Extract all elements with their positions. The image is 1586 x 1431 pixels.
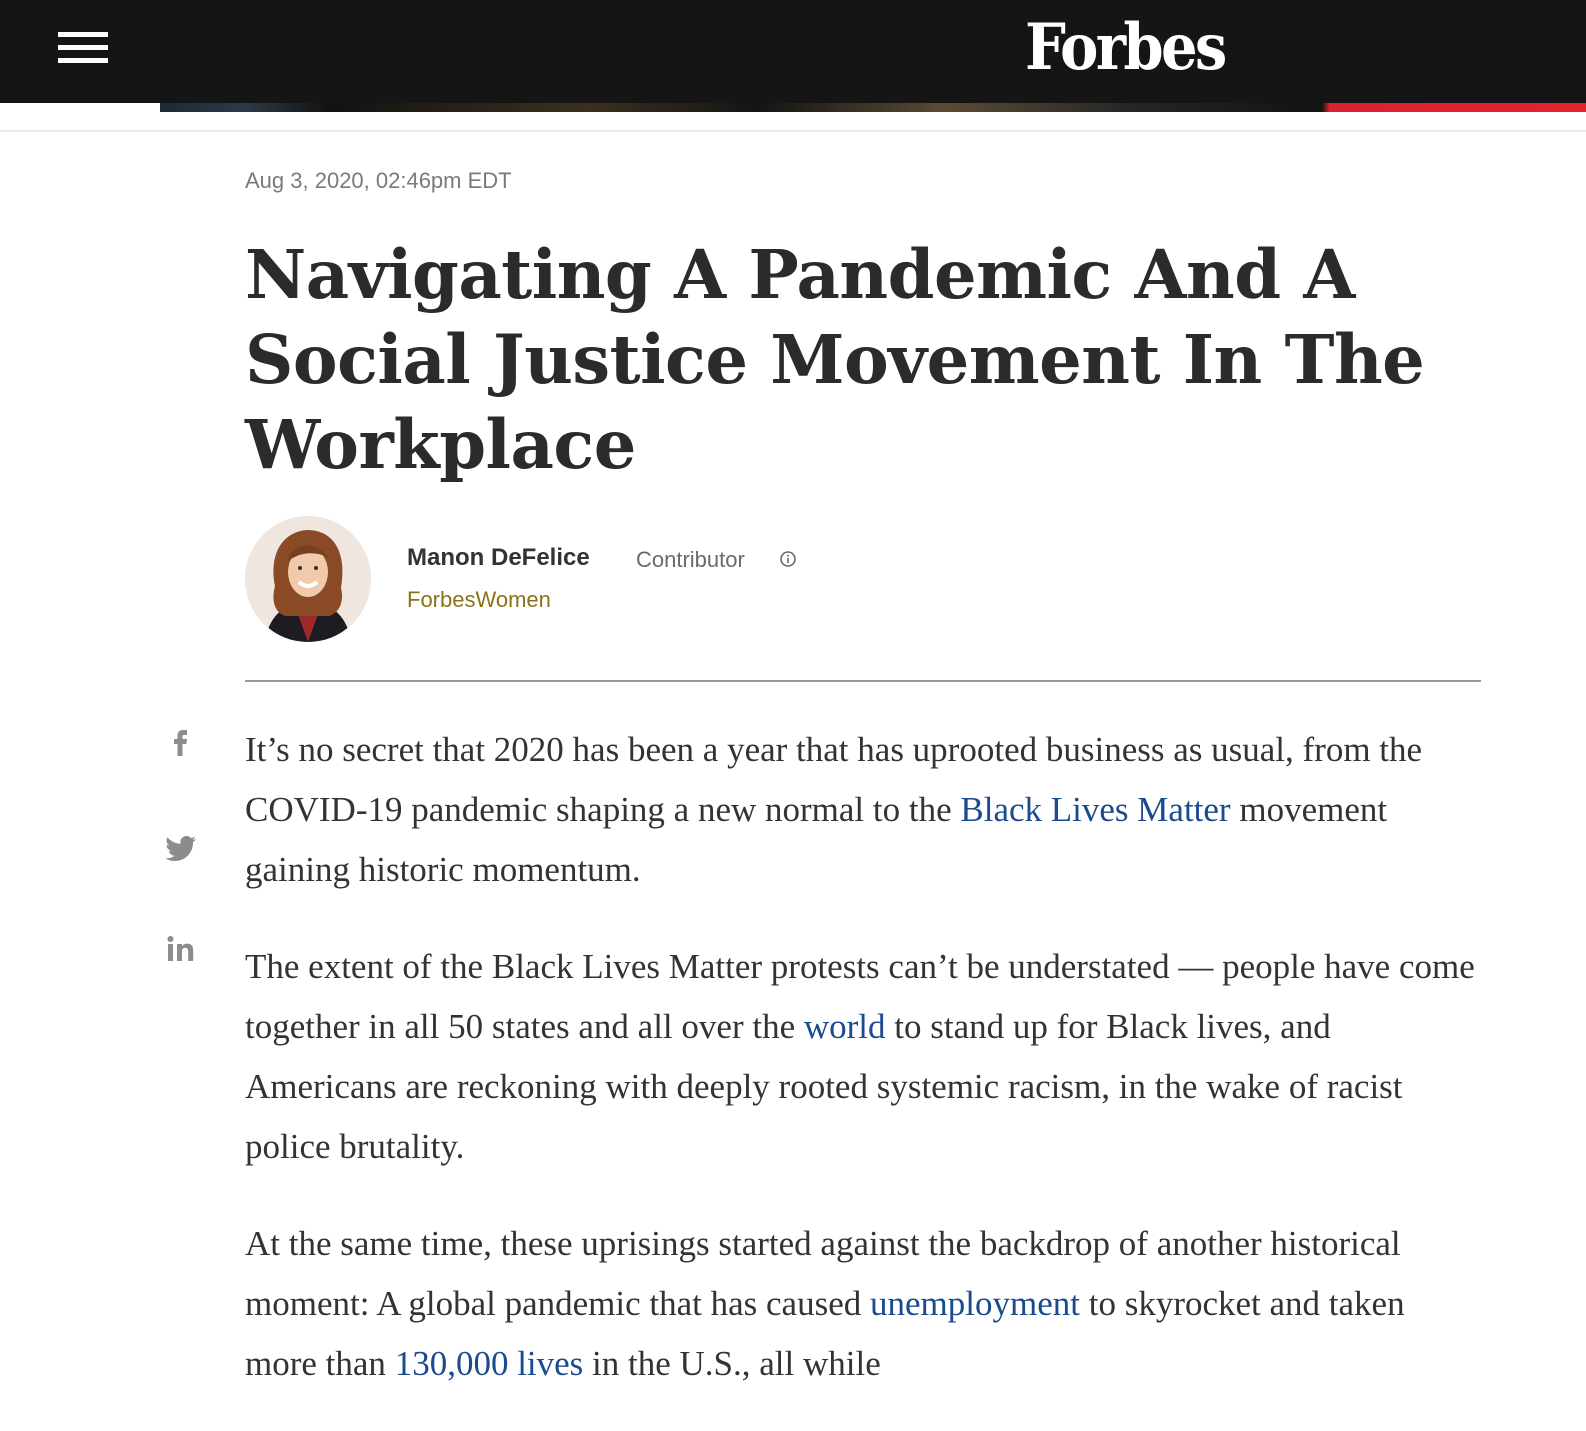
paragraph-text: It’s no secret that 2020 has been a year that has uprooted business as usual, from the COVID-19 pandemic shaping a new normal to the <box>245 730 1423 829</box>
linkedin-icon[interactable] <box>165 934 197 964</box>
paragraph-text: movement gaining historic momentum. <box>245 790 1388 889</box>
forbes-logo[interactable]: Forbes <box>1025 10 1225 85</box>
paragraph-text: to stand up for Black lives, and Americans are reckoning with deeply rooted systemic racism, in the wake of racist police brutality. <box>245 1007 1403 1166</box>
header-divider <box>0 130 1586 132</box>
menu-line <box>58 32 108 37</box>
article-paragraph <box>245 720 1485 900</box>
twitter-icon[interactable] <box>165 834 197 864</box>
article-body <box>245 720 1485 1431</box>
publish-date: Aug 3, 2020, 02:46pm EDT <box>245 168 512 193</box>
article-title: Navigating A Pandemic And A Social Justice Movement In The Workplace <box>245 235 1425 484</box>
article-paragraph <box>245 937 1485 1177</box>
top-navigation-bar <box>0 0 1586 103</box>
paragraph-text: in the U.S., all while <box>583 1344 881 1383</box>
author-role: Contributor <box>636 547 745 572</box>
article-paragraph <box>245 1214 1485 1394</box>
menu-line <box>58 58 108 63</box>
black-lives-matter-link[interactable]: Black Lives Matter <box>960 790 1231 829</box>
author-portrait <box>245 516 371 642</box>
author-avatar[interactable] <box>245 516 371 642</box>
menu-line <box>58 45 108 50</box>
unemployment-link[interactable]: unemployment <box>870 1284 1080 1323</box>
hamburger-menu-icon[interactable] <box>58 32 110 66</box>
author-name-link[interactable]: Manon DeFelice <box>407 544 590 571</box>
info-icon[interactable] <box>780 551 796 567</box>
paragraph-text: At the same time, these uprisings started against the backdrop of another historical moment: A global pandemic that has caused <box>245 1224 1401 1323</box>
lives-statistic-link[interactable]: 130,000 lives <box>394 1344 584 1383</box>
paragraph-text: to skyrocket and taken more than <box>245 1284 1405 1383</box>
facebook-icon[interactable] <box>165 726 197 758</box>
section-link-forbeswomen[interactable]: ForbesWomen <box>407 587 551 612</box>
world-link[interactable]: world <box>803 1007 886 1046</box>
hero-image-strip <box>160 103 1586 112</box>
paragraph-text: The extent of the Black Lives Matter protests can’t be understated — people have come together in all 50 states and all over the <box>245 947 1475 1046</box>
byline-divider <box>245 680 1481 682</box>
